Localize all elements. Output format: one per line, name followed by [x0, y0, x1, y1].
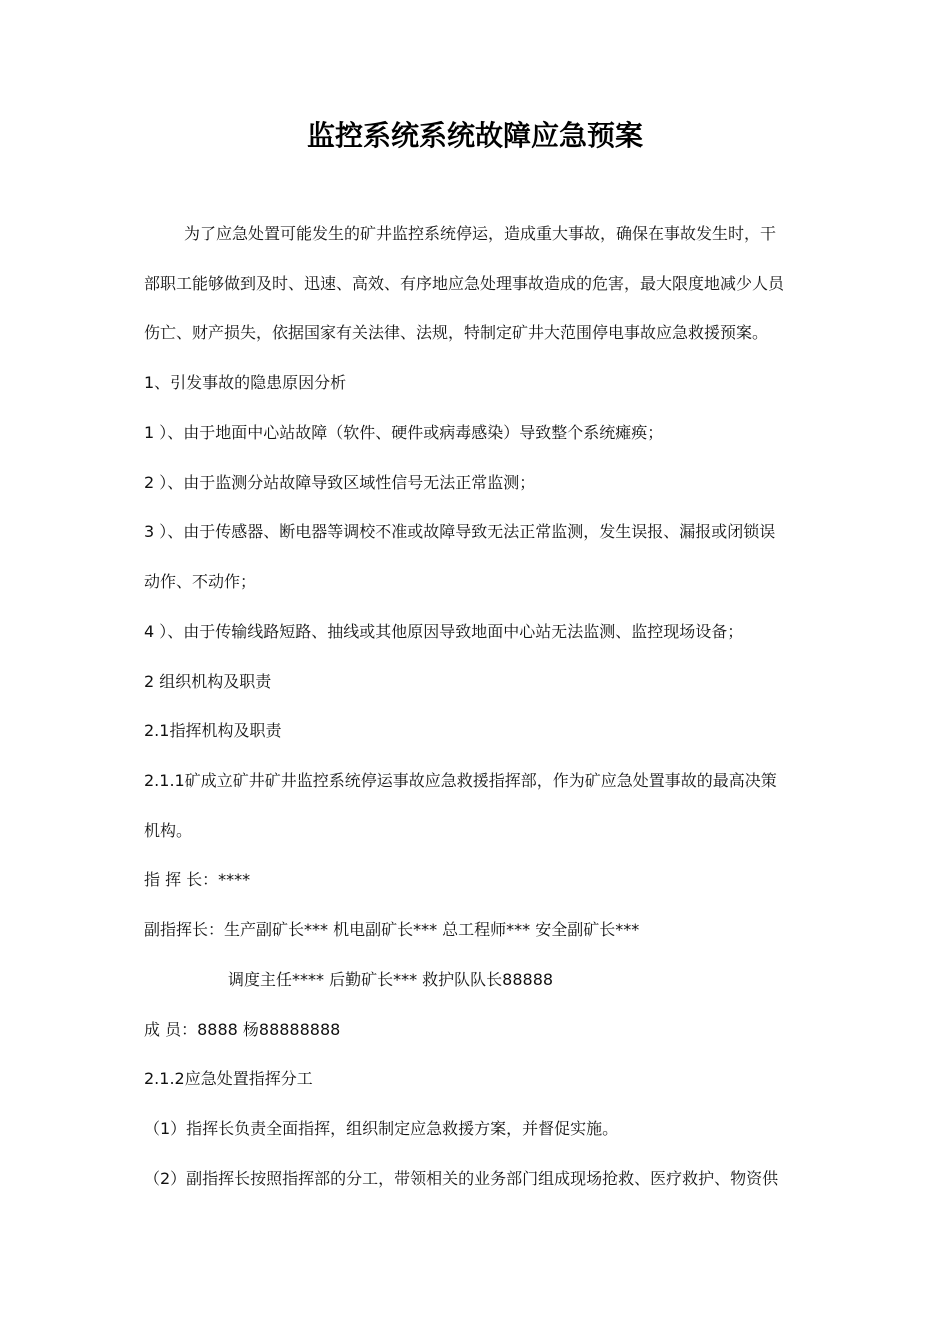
- deputy-commander-continuation: 调度主任**** 后勤矿长*** 救护队队长88888: [228, 970, 554, 989]
- section-heading: 2 组织机构及职责: [144, 672, 272, 691]
- paragraph-line: 机构。: [144, 821, 193, 840]
- list-item: （2）副指挥长按照指挥部的分工，带领相关的业务部门组成现场抢救、医疗救护、物资供: [144, 1169, 779, 1188]
- document-title: 监控系统系统故障应急预案: [306, 119, 643, 152]
- deputy-commander-line: 副指挥长：生产副矿长*** 机电副矿长*** 总工程师*** 安全副矿长***: [144, 920, 640, 939]
- paragraph-line: 伤亡、财产损失，依据国家有关法律、法规，特制定矿井大范围停电事故应急救援预案。: [144, 323, 769, 342]
- commander-line: 指 挥 长：****: [144, 870, 251, 889]
- subsection-heading: 2.1指挥机构及职责: [144, 721, 282, 740]
- section-heading: 1、引发事故的隐患原因分析: [144, 373, 347, 392]
- list-item: 4 ）、由于传输线路短路、抽线或其他原因导致地面中心站无法监测、监控现场设备；: [144, 622, 744, 641]
- members-line: 成 员：8888 杨88888888: [144, 1020, 341, 1039]
- list-item: 2 ）、由于监测分站故障导致区域性信号无法正常监测；: [144, 473, 536, 492]
- list-item-continuation: 动作、不动作；: [144, 572, 257, 591]
- list-item: （1）指挥长负责全面指挥，组织制定应急救援方案，并督促实施。: [144, 1119, 619, 1138]
- paragraph-line: 为了应急处置可能发生的矿井监控系统停运，造成重大事故，确保在事故发生时，干: [184, 224, 777, 243]
- paragraph-line: 部职工能够做到及时、迅速、高效、有序地应急处理事故造成的危害，最大限度地减少人员: [144, 274, 785, 293]
- list-item: 3 ）、由于传感器、断电器等调校不准或故障导致无法正常监测，发生误报、漏报或闭锁误: [144, 522, 776, 541]
- paragraph-line: 2.1.1矿成立矿井矿井监控系统停运事故应急救援指挥部，作为矿应急处置事故的最高决策: [144, 771, 777, 790]
- list-item: 1 ）、由于地面中心站故障（软件、硬件或病毒感染）导致整个系统瘫痪；: [144, 423, 664, 442]
- subsection-heading: 2.1.2应急处置指挥分工: [144, 1069, 313, 1088]
